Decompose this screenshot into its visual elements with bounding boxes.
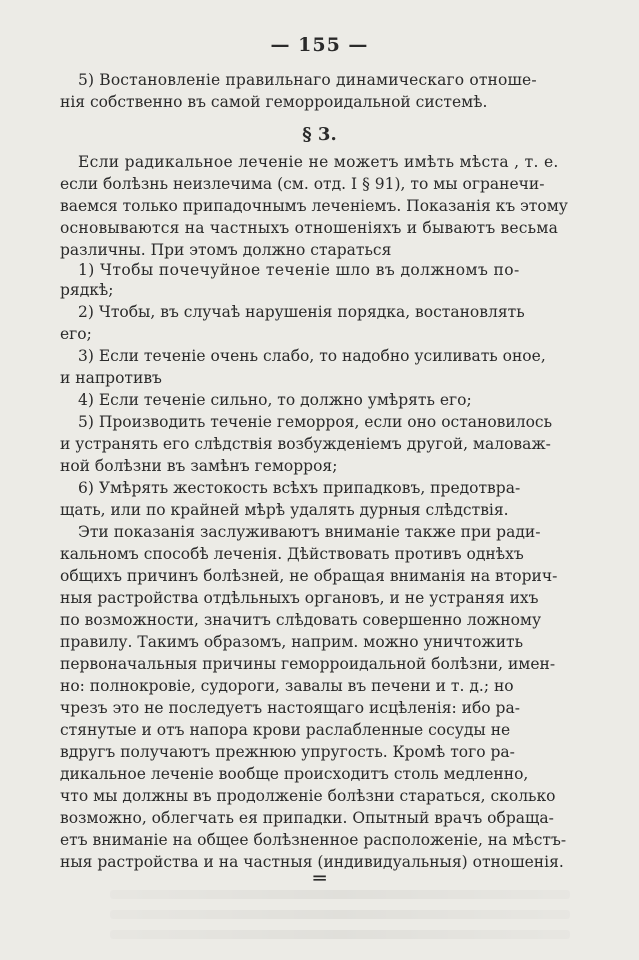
end-mark: ═ (313, 866, 326, 890)
text-line: ваемся только припадочнымъ леченіемъ. Показанія къ этому (60, 197, 568, 215)
text-line: нія собственно въ самой геморроидальной системѣ. (60, 93, 488, 111)
text-line: основываются на частныхъ отношеніяхъ и бываютъ весьма (60, 219, 559, 237)
text-line: 1) Чтобы почечуйное теченіе шло въ должномъ по- (78, 261, 520, 279)
text-line: его; (60, 325, 92, 343)
text-line: етъ вниманіе на общее болѣзненное расположеніе, на мѣстъ- (60, 831, 567, 849)
text-line: 2) Чтобы, въ случаѣ нарушенія порядка, востановлять (78, 303, 525, 321)
text-line: различны. При этомъ должно стараться (60, 241, 392, 259)
text-line: ной болѣзни въ замѣнъ геморроя; (60, 457, 338, 475)
text-line: и устранять его слѣдствія возбужденіемъ другой, маловаж- (60, 435, 551, 453)
text-line: Эти показанія заслуживаютъ вниманіе также при ради- (78, 523, 541, 541)
text-line: ныя растройства отдѣльныхъ органовъ, и не устраняя ихъ (60, 589, 539, 607)
text-line: 6) Умѣрять жестокость всѣхъ припадковъ, предотвра- (78, 479, 521, 497)
page-number: — 155 — (270, 34, 369, 56)
text-line: Если радикальное леченіе не можетъ имѣть мѣста , т. е. (78, 153, 559, 171)
text-line: кальномъ способѣ леченія. Дѣйствовать противъ однѣхъ (60, 545, 524, 563)
text-line: 3) Если теченіе очень слабо, то надобно усиливать оное, (78, 347, 546, 365)
bleed-through (110, 890, 570, 899)
text-line: но: полнокровіе, судороги, завалы въ печени и т. д.; но (60, 677, 514, 695)
text-line: рядкѣ; (60, 281, 114, 299)
text-line: первоначальныя причины геморроидальной болѣзни, имен- (60, 655, 556, 673)
bleed-through (110, 930, 570, 939)
text-line: общихъ причинъ болѣзней, не обращая вниманія на вторич- (60, 567, 558, 585)
text-line: стянутые и отъ напора крови раслабленные сосуды не (60, 721, 511, 739)
text-line: по возможности, значитъ слѣдовать совершенно ложному (60, 611, 542, 629)
text-line: правилу. Такимъ образомъ, наприм. можно уничтожить (60, 633, 524, 651)
text-line: чрезъ это не последуетъ настоящаго исцѣленія: ибо ра- (60, 699, 520, 717)
text-line: и напротивъ (60, 369, 162, 387)
text-line: 4) Если теченіе сильно, то должно умѣрять его; (78, 391, 472, 409)
text-line: если болѣзнь неизлечима (см. отд. I § 91), то мы огранечи- (60, 175, 545, 193)
text-line: что мы должны въ продолженіе болѣзни стараться, сколько (60, 787, 556, 805)
text-line: ныя растройства и на частныя (индивидуальныя) отношенія. (60, 853, 564, 871)
text-line: возможно, облегчать ея припадки. Опытный врачъ обраща- (60, 809, 554, 827)
bleed-through (110, 910, 570, 919)
text-line: дикальное леченіе вообще происходитъ столь медленно, (60, 765, 529, 783)
text-line: щать, или по крайней мѣрѣ удалять дурныя слѣдствія. (60, 501, 509, 519)
text-line: 5) Востановленіе правильнаго динамическаго отноше- (78, 71, 537, 89)
text-line: 5) Производить теченіе геморроя, если оно остановилось (78, 413, 553, 431)
text-line: вдругъ получаютъ прежнюю упругость. Кромѣ того ра- (60, 743, 515, 761)
section-heading: § 3. (302, 124, 337, 145)
